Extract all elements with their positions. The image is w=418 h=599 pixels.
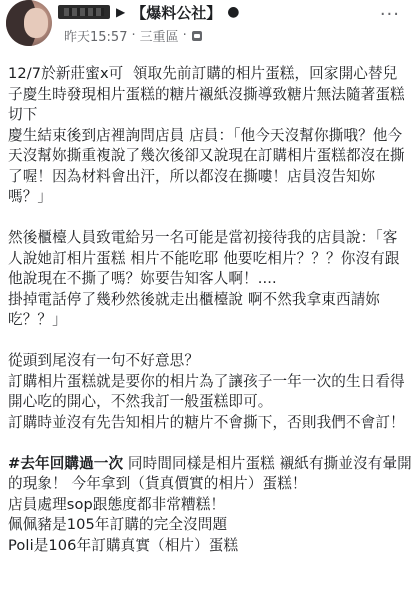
post-paragraph-3: 從頭到尾沒有一句不好意思？ 訂購相片蛋糕就是要你的相片為了讓孩子一年一次的生日看得開心吃的開心，不然我訂一般蛋糕即可。 訂購時並沒有先告知相片的糖片不會撕下，否則我們不會訂！ xyxy=(8,352,405,431)
author-row xyxy=(58,2,239,22)
post-meta xyxy=(64,26,203,45)
post-paragraph-1: 12/7於新莊蜜x可 領取先前訂購的相片蛋糕，回家開心替兒子慶生時發現相片蛋糕的糖片襯紙沒撕導致糖片無法隨著蛋糕切下 慶生結束後到店裡詢問店員 店員：「他今天沒幫你撕哦？他今天沒幫妳撕重複說了幾次後卻又說現在訂購相片蛋糕都沒在撕了喔！因為材料會出汗，所以都沒在撕嘍！店員沒告知妳嗎？」 xyxy=(8,65,405,205)
post-paragraph-2: 然後櫃檯人員致電給另一名可能是當初接待我的店員說：「客人說她訂相片蛋糕 相片不能吃耶 他要吃相片？？？你沒有跟他說現在不撕了嗎？妳要告知客人啊！.... 掛掉電話停了幾秒然後就走出櫃檯說 啊不然我拿東西請妳吃？？」 xyxy=(8,229,400,328)
paragraph-gap xyxy=(8,433,412,454)
hashtag-link[interactable]: #去年回購過一次 xyxy=(8,454,124,472)
author-name-redacted[interactable] xyxy=(58,5,110,19)
avatar[interactable] xyxy=(6,0,52,46)
paragraph-gap xyxy=(8,331,412,352)
avatar-face xyxy=(24,8,48,38)
triangle-right-icon: ▶ xyxy=(116,5,126,19)
group-name-link[interactable]: 【爆料公社】 xyxy=(131,3,222,22)
post-body xyxy=(8,64,412,556)
post-paragraph-4-text: 同時間同樣是相片蛋糕 襯紙有撕並沒有暈開的現象！ 今年拿到（貨真價實的相片）蛋糕！ 店員處理sop跟態度都非常糟糕！ 佩佩豬是105年訂購的完全沒問題 Poli是106年訂購真實（相片）蛋糕 xyxy=(8,454,412,554)
meta-separator: · xyxy=(131,28,136,43)
post-header xyxy=(0,0,418,54)
location-link[interactable]: 三重區 xyxy=(139,30,179,45)
paragraph-gap xyxy=(8,208,412,229)
group-privacy-icon[interactable] xyxy=(191,31,203,41)
dot-icon: ● xyxy=(227,4,240,20)
timestamp-link[interactable]: 昨天15:57 xyxy=(64,30,128,45)
post-paragraph-4 xyxy=(8,454,412,557)
more-options-icon[interactable]: ··· xyxy=(379,4,400,25)
meta-separator: · xyxy=(182,28,187,43)
